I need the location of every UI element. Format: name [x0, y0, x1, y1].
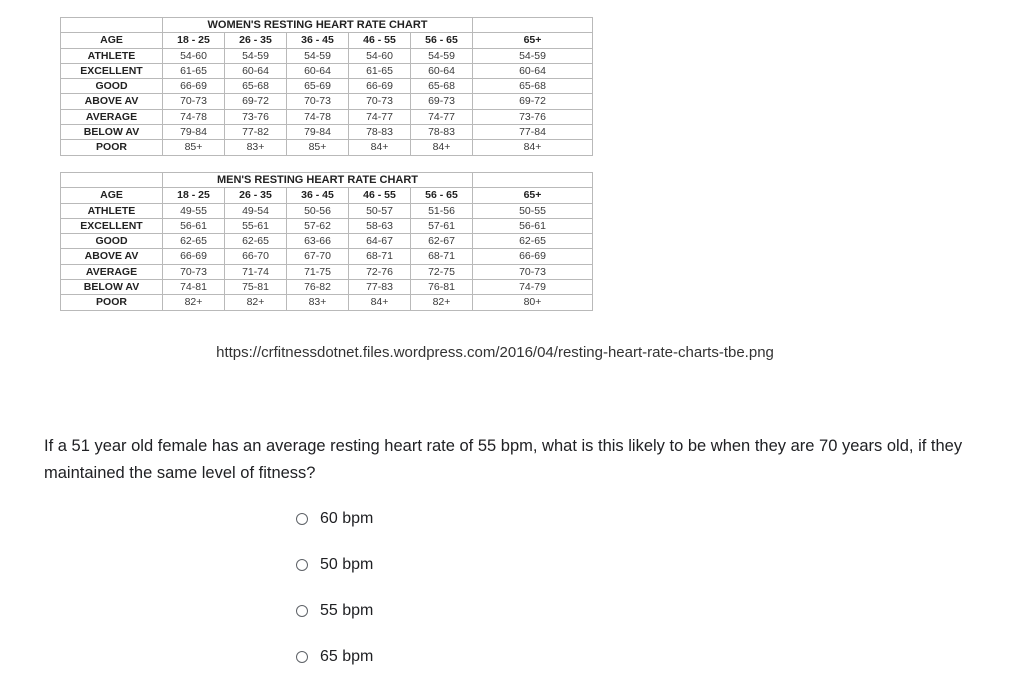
- table-cell: 77-83: [349, 280, 411, 295]
- age-group-header: 18 - 25: [163, 188, 225, 203]
- age-group-header: 36 - 45: [287, 33, 349, 48]
- table-cell: 70-73: [287, 94, 349, 109]
- table-cell: 74-77: [349, 109, 411, 124]
- table-row: [61, 249, 593, 264]
- table-cell: 57-61: [411, 218, 473, 233]
- table-cell: 49-54: [225, 203, 287, 218]
- option-label: 65 bpm: [320, 648, 374, 665]
- table-cell: 74-81: [163, 280, 225, 295]
- table-cell: 71-75: [287, 264, 349, 279]
- chart-corner: [61, 173, 163, 188]
- answer-option[interactable]: [294, 551, 373, 579]
- womens-heart-rate-chart: [60, 17, 593, 156]
- header-row: [61, 33, 593, 48]
- table-cell: 68-71: [349, 249, 411, 264]
- table-cell: 55-61: [225, 218, 287, 233]
- table-cell: 79-84: [163, 125, 225, 140]
- table-cell: 84+: [473, 140, 593, 155]
- answer-option[interactable]: [294, 643, 373, 671]
- table-cell: 72-75: [411, 264, 473, 279]
- answer-options: [294, 505, 373, 689]
- age-group-header: 36 - 45: [287, 188, 349, 203]
- fitness-level-label: AVERAGE: [61, 264, 163, 279]
- table-cell: 66-69: [163, 249, 225, 264]
- fitness-level-label: EXCELLENT: [61, 218, 163, 233]
- chart-corner: [473, 18, 593, 33]
- table-cell: 54-60: [349, 48, 411, 63]
- table-cell: 78-83: [349, 125, 411, 140]
- fitness-level-label: ABOVE AV: [61, 94, 163, 109]
- fitness-level-label: POOR: [61, 295, 163, 310]
- age-group-header: 18 - 25: [163, 33, 225, 48]
- table-cell: 65-68: [225, 79, 287, 94]
- table-cell: 69-72: [225, 94, 287, 109]
- table-cell: 64-67: [349, 234, 411, 249]
- table-row: [61, 234, 593, 249]
- table-cell: 69-73: [411, 94, 473, 109]
- table-cell: 65-68: [411, 79, 473, 94]
- fitness-level-label: GOOD: [61, 234, 163, 249]
- table-cell: 66-69: [473, 249, 593, 264]
- table-row: [61, 295, 593, 310]
- table-cell: 57-62: [287, 218, 349, 233]
- table-cell: 54-59: [287, 48, 349, 63]
- table-row: [61, 48, 593, 63]
- table-cell: 84+: [411, 140, 473, 155]
- table-cell: 62-65: [473, 234, 593, 249]
- table-cell: 70-73: [163, 94, 225, 109]
- fitness-level-label: POOR: [61, 140, 163, 155]
- image-source-url: https://crfitnessdotnet.files.wordpress.com/2016/04/resting-heart-rate-charts-tbe.png: [216, 344, 774, 361]
- age-group-header: 56 - 65: [411, 188, 473, 203]
- table-cell: 60-64: [411, 63, 473, 78]
- table-cell: 62-65: [225, 234, 287, 249]
- table-cell: 63-66: [287, 234, 349, 249]
- radio-button[interactable]: [296, 559, 308, 571]
- table-cell: 66-70: [225, 249, 287, 264]
- table-cell: 83+: [225, 140, 287, 155]
- table-cell: 50-55: [473, 203, 593, 218]
- table-cell: 54-59: [473, 48, 593, 63]
- table-cell: 49-55: [163, 203, 225, 218]
- fitness-level-label: GOOD: [61, 79, 163, 94]
- answer-option[interactable]: [294, 505, 373, 533]
- table-cell: 60-64: [473, 63, 593, 78]
- table-cell: 65-69: [287, 79, 349, 94]
- age-group-header: 56 - 65: [411, 33, 473, 48]
- table-row: [61, 280, 593, 295]
- option-label: 50 bpm: [320, 556, 374, 573]
- table-cell: 76-82: [287, 280, 349, 295]
- table-cell: 78-83: [411, 125, 473, 140]
- table-row: [61, 63, 593, 78]
- table-cell: 84+: [349, 295, 411, 310]
- radio-button[interactable]: [296, 605, 308, 617]
- table-cell: 75-81: [225, 280, 287, 295]
- table-cell: 74-79: [473, 280, 593, 295]
- fitness-level-label: BELOW AV: [61, 280, 163, 295]
- table-cell: 80+: [473, 295, 593, 310]
- fitness-level-label: ATHLETE: [61, 203, 163, 218]
- table-cell: 50-57: [349, 203, 411, 218]
- table-cell: 54-59: [411, 48, 473, 63]
- table-cell: 82+: [411, 295, 473, 310]
- age-header: AGE: [61, 33, 163, 48]
- fitness-level-label: BELOW AV: [61, 125, 163, 140]
- age-group-header: 46 - 55: [349, 188, 411, 203]
- table-cell: 56-61: [163, 218, 225, 233]
- table-row: [61, 140, 593, 155]
- radio-button[interactable]: [296, 513, 308, 525]
- table-cell: 82+: [163, 295, 225, 310]
- table-cell: 83+: [287, 295, 349, 310]
- table-cell: 62-65: [163, 234, 225, 249]
- table-cell: 67-70: [287, 249, 349, 264]
- table-row: [61, 109, 593, 124]
- table-cell: 61-65: [349, 63, 411, 78]
- age-group-header: 65+: [473, 188, 593, 203]
- table-row: [61, 203, 593, 218]
- table-cell: 74-78: [287, 109, 349, 124]
- table-cell: 61-65: [163, 63, 225, 78]
- table-cell: 74-77: [411, 109, 473, 124]
- table-cell: 70-73: [163, 264, 225, 279]
- table-cell: 68-71: [411, 249, 473, 264]
- table-row: [61, 218, 593, 233]
- table-cell: 70-73: [349, 94, 411, 109]
- table-cell: 74-78: [163, 109, 225, 124]
- age-group-header: 26 - 35: [225, 33, 287, 48]
- fitness-level-label: ATHLETE: [61, 48, 163, 63]
- age-group-header: 46 - 55: [349, 33, 411, 48]
- table-cell: 77-84: [473, 125, 593, 140]
- table-cell: 85+: [163, 140, 225, 155]
- table-cell: 58-63: [349, 218, 411, 233]
- option-label: 55 bpm: [320, 602, 374, 619]
- table-row: [61, 79, 593, 94]
- table-cell: 77-82: [225, 125, 287, 140]
- fitness-level-label: ABOVE AV: [61, 249, 163, 264]
- radio-button[interactable]: [296, 651, 308, 663]
- chart-title: WOMEN'S RESTING HEART RATE CHART: [163, 18, 473, 33]
- table-cell: 56-61: [473, 218, 593, 233]
- chart-corner: [473, 173, 593, 188]
- table-cell: 73-76: [473, 109, 593, 124]
- table-cell: 66-69: [163, 79, 225, 94]
- table-row: [61, 125, 593, 140]
- answer-option[interactable]: [294, 597, 373, 625]
- table-cell: 71-74: [225, 264, 287, 279]
- fitness-level-label: EXCELLENT: [61, 63, 163, 78]
- fitness-level-label: AVERAGE: [61, 109, 163, 124]
- table-row: [61, 264, 593, 279]
- table-cell: 73-76: [225, 109, 287, 124]
- age-header: AGE: [61, 188, 163, 203]
- table-cell: 84+: [349, 140, 411, 155]
- table-cell: 72-76: [349, 264, 411, 279]
- table-cell: 70-73: [473, 264, 593, 279]
- chart-title: MEN'S RESTING HEART RATE CHART: [163, 173, 473, 188]
- table-cell: 54-60: [163, 48, 225, 63]
- table-cell: 66-69: [349, 79, 411, 94]
- table-cell: 50-56: [287, 203, 349, 218]
- table-cell: 65-68: [473, 79, 593, 94]
- table-cell: 60-64: [287, 63, 349, 78]
- header-row: [61, 188, 593, 203]
- table-cell: 76-81: [411, 280, 473, 295]
- table-cell: 85+: [287, 140, 349, 155]
- question-text: If a 51 year old female has an average resting heart rate of 55 bpm, what is this likely to be when they are 70 years old, if they maintained the same level of fitness?: [44, 437, 963, 482]
- table-cell: 51-56: [411, 203, 473, 218]
- age-group-header: 65+: [473, 33, 593, 48]
- mens-heart-rate-chart: [60, 172, 593, 311]
- table-cell: 79-84: [287, 125, 349, 140]
- age-group-header: 26 - 35: [225, 188, 287, 203]
- table-cell: 69-72: [473, 94, 593, 109]
- table-row: [61, 94, 593, 109]
- chart-corner: [61, 18, 163, 33]
- table-cell: 82+: [225, 295, 287, 310]
- table-cell: 54-59: [225, 48, 287, 63]
- table-cell: 60-64: [225, 63, 287, 78]
- table-cell: 62-67: [411, 234, 473, 249]
- option-label: 60 bpm: [320, 510, 374, 527]
